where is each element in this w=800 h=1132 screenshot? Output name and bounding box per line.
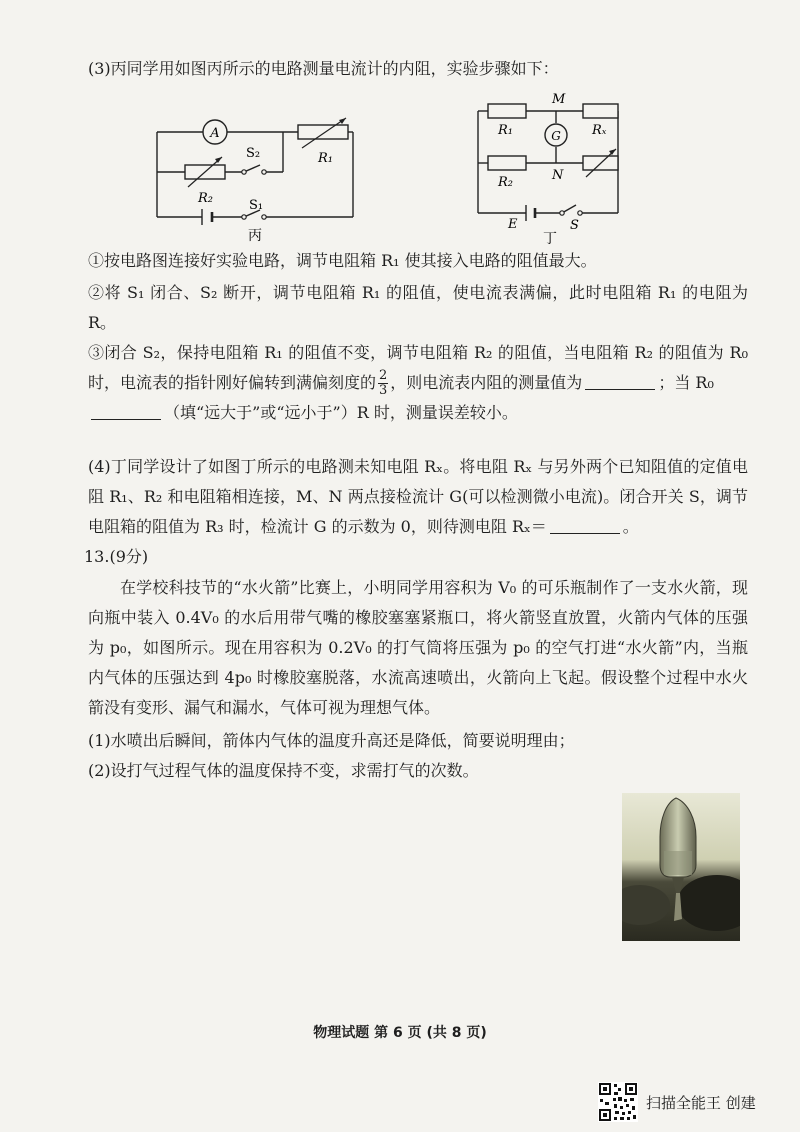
- step-3-text-d: （填“远大于”或“远小于”）R 时，测量误差较小。: [164, 403, 518, 422]
- question-13-body: 在学校科技节的“水火箭”比赛上，小明同学用容积为 V₀ 的可乐瓶制作了一支水火箭，现向瓶中装入 0.4V₀ 的水后用带气嘴的橡胶塞塞紧瓶口，将火箭竖直放置，火箭内气体的压强为 p₀，如图所示。现在用容积为 0.2V₀ 的打气筒将压强为 p₀ 的空气打进“水火箭”内，当瓶内气体的压强达到 4p₀ 时橡胶塞脱落，水流高速喷出，火箭向上飞起。假设整个过程中水火箭没有变形、漏气和漏水，气体可视为理想气体。: [88, 578, 748, 717]
- question-13-part-1: (1)水喷出后瞬间，箭体内气体的温度升高还是降低，简要说明理由；: [88, 731, 575, 750]
- scanner-watermark: [598, 1082, 756, 1122]
- step-3-text-b: ，则电流表内阻的测量值为: [390, 373, 583, 392]
- step-1: ①按电路图连接好实验电路，调节电阻箱 R₁ 使其接入电路的阻值最大。: [88, 251, 597, 270]
- answer-blank-internal-resistance[interactable]: [585, 375, 655, 390]
- step-3-text-c: ；当 R₀: [658, 373, 714, 392]
- part-4: [88, 452, 748, 542]
- resistor-r2-symbol: [488, 156, 526, 170]
- r2-label: R₂: [198, 191, 213, 206]
- water-rocket-photo: [622, 793, 740, 941]
- resistor-r1-symbol: [298, 125, 348, 139]
- answer-blank-rx[interactable]: [550, 519, 620, 534]
- step-3-text-a: ③闭合 S₂，保持电阻箱 R₁ 的阻值不变，调节电阻箱 R₂ 的阻值，当电阻箱 R₂ 的阻值为 R₀ 时，电流表的指针刚好偏转到满偏刻度的: [88, 343, 748, 392]
- resistor-r1-symbol: [488, 104, 526, 118]
- figure-caption-bing: 丙: [248, 228, 262, 244]
- r1-label: R₁: [318, 151, 333, 166]
- ammeter-label: A: [210, 126, 220, 141]
- scanner-watermark-text: 扫描全能王 创建: [646, 1093, 756, 1112]
- part-4-text: (4)丁同学设计了如图丁所示的电路测未知电阻 Rₓ。将电阻 Rₓ 与另外两个已知阻值的定值电阻 R₁、R₂ 和电阻箱相连接，M、N 两点接检流计 G(可以检测微小电流)。闭合开关 S，调节电阻箱的阻值为 R₃ 时，检流计 G 的示数为 0，则待测电阻 Rₓ＝: [88, 457, 748, 536]
- node-m-label: M: [552, 92, 566, 107]
- figure-caption-ding: 丁: [543, 231, 557, 245]
- question-13-header: 13.(9分): [84, 547, 149, 566]
- qr-code-icon: [598, 1082, 638, 1122]
- galvanometer-label: G: [551, 129, 561, 143]
- fraction-denominator: 3: [379, 383, 388, 398]
- page-footer: 物理试题 第 6 页 (共 8 页): [313, 1025, 487, 1041]
- fraction-two-thirds: [378, 369, 388, 398]
- fraction-numerator: 2: [379, 368, 388, 383]
- node-n-label: N: [552, 168, 564, 183]
- answer-blank-comparison[interactable]: [91, 405, 161, 420]
- resistor-rx-symbol: [583, 104, 618, 118]
- step-3: [88, 338, 748, 428]
- circuit-figure-ding: [468, 83, 628, 245]
- s2-label: S₂: [246, 146, 261, 161]
- battery-e-label: E: [508, 217, 518, 232]
- question-13-part-2: (2)设打气过程气体的温度保持不变，求需打气的次数。: [88, 761, 479, 780]
- circuit-figure-bing: [150, 110, 370, 245]
- rx-label: Rₓ: [592, 123, 607, 138]
- s1-label: S₁: [249, 198, 264, 213]
- part3-intro: (3)丙同学用如图丙所示的电路测量电流计的内阻，实验步骤如下：: [88, 59, 559, 78]
- r1-label: R₁: [498, 123, 513, 138]
- part-4-end: 。: [622, 517, 639, 536]
- switch-s-label: S: [570, 218, 579, 233]
- step-2: ②将 S₁ 闭合、S₂ 断开，调节电阻箱 R₁ 的阻值，使电流表满偏，此时电阻箱 R₁ 的电阻为 R。: [88, 283, 748, 332]
- r2-label: R₂: [498, 175, 513, 190]
